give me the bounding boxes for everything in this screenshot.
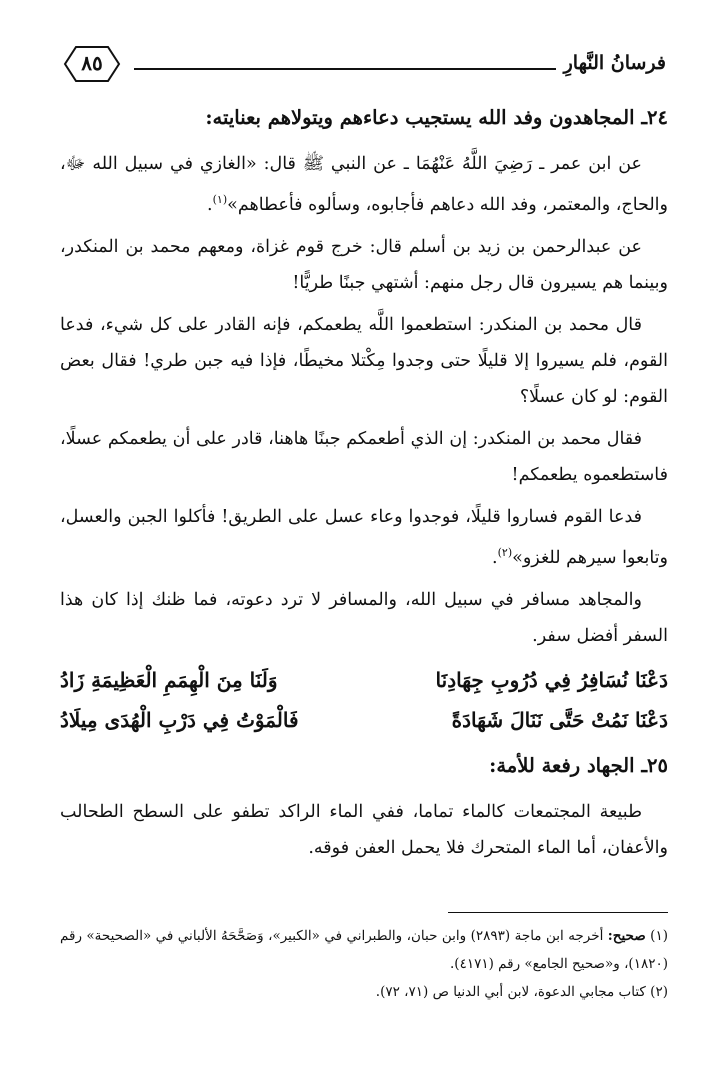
- paragraph: عن ابن عمر ـ رَضِيَ اللَّهُ عَنْهُمَا ـ عن النبي ﷺ قال: «الغازي في سبيل الله ﷻ، والحاج، والمعتمر، وفد الله دعاهم فأجابوه، وسألوه فأعطاهم»$^{(١)}$.: [60, 154, 668, 215]
- footnote-1: [60, 922, 668, 978]
- paragraph: طبيعة المجتمعات كالماء تماما، ففي الماء الراكد تطفو على السطح الطحالب والأعفان، أما الماء المتحرك فلا يحمل العفن فوقه.: [60, 801, 668, 858]
- header-rule: [134, 68, 556, 70]
- footnote-ref[interactable]: (٢): [497, 545, 513, 559]
- footnote-ref[interactable]: (١): [212, 193, 228, 206]
- paragraph: قال محمد بن المنكدر: استطعموا اللَّه يطعمكم، فإنه القادر على كل شيء، فدعا القوم، فلم يسيروا إلا قليلًا حتى وجدوا مِكْتلا مخيطًا، فإذا فيه جبن طري! فقال بعض القوم: لو كان عسلًا؟: [60, 314, 668, 407]
- page-number: ٨٥: [81, 51, 103, 75]
- footnote-mark: (٢): [650, 984, 668, 1000]
- footnote-grade: صحيح:: [607, 928, 646, 944]
- footnotes: [60, 922, 668, 1006]
- verse-second-hemistich: فَالْمَوْتُ فِي دَرْبِ الْهُدَى مِيلَادُ: [60, 707, 299, 732]
- running-header: [62, 44, 666, 88]
- verse-first-hemistich: دَعْنَا نَمُتْ حَتَّى نَنَالَ شَهَادَةً: [451, 707, 668, 732]
- footnote-2: [60, 978, 668, 1006]
- paragraph: عن عبدالرحمن بن زيد بن أسلم قال: خرج قوم غزاة، ومعهم محمد بن المنكدر، وبينما هم يسيرون قال رجل منهم: أشتهي جبنًا طريًّا!: [60, 236, 668, 293]
- section-heading-25: ٢٥ـ الجهاد رفعة للأمة:: [489, 753, 668, 777]
- book-title: فرسانُ النَّهارِ: [563, 52, 666, 74]
- footnote-text: أخرجه ابن ماجة (٢٨٩٣) وابن حبان، والطبراني في «الكبير»، وَصَحَّحَهُ الألباني في «الصحيحة» رقم (١٨٢٠)، و«صحيح الجامع» رقم (٤١٧١).: [60, 928, 668, 972]
- paragraph: فقال محمد بن المنكدر: إن الذي أطعمكم جبنًا هاهنا، قادر على أن يطعمكم عسلًا، فاستطعموه يطعمكم!: [60, 428, 668, 485]
- paragraph: فدعا القوم فساروا قليلًا، فوجدوا وعاء عسل على الطريق! فأكلوا الجبن والعسل، وتابعوا سيرهم للغزو»$^{(٢)}$.: [60, 506, 668, 568]
- poem: [60, 660, 668, 740]
- footnote-text: كتاب مجابي الدعوة، لابن أبي الدنيا ص (٧١، ٧٢).: [375, 984, 646, 1000]
- footnote-separator: [448, 912, 668, 913]
- page-number-badge: [62, 44, 122, 84]
- section-heading-24: ٢٤ـ المجاهدون وفد الله يستجيب دعاءهم ويتولاهم بعنايته:: [205, 106, 668, 129]
- verse-first-hemistich: دَعْنَا نُسَافِرُ فِي دُرُوبِ جِهَادِنَا: [435, 667, 668, 692]
- paragraph: والمجاهد مسافر في سبيل الله، والمسافر لا ترد دعوته، فما ظنك إذا كان هذا السفر أفضل سفر.: [60, 589, 668, 646]
- paragraph-text: عن ابن عمر ـ رَضِيَ اللَّهُ عَنْهُمَا ـ عن النبي ﷺ قال: «الغازي في سبيل الله ﷻ، والحاج، والمعتمر، وفد الله دعاهم فأجابوه، وسألوه فأعطاهم»: [60, 154, 668, 215]
- main-text: [60, 96, 668, 872]
- poem-verse: [60, 700, 668, 740]
- footnote-mark: (١): [650, 928, 668, 944]
- paragraph-text: فدعا القوم فساروا قليلًا، فوجدوا وعاء عسل على الطريق! فأكلوا الجبن والعسل، وتابعوا سيرهم للغزو»: [60, 506, 668, 568]
- poem-verse: [60, 660, 668, 700]
- verse-second-hemistich: وَلَنَا مِنَ الْهِمَمِ الْعَظِيمَةِ زَادُ: [60, 667, 278, 692]
